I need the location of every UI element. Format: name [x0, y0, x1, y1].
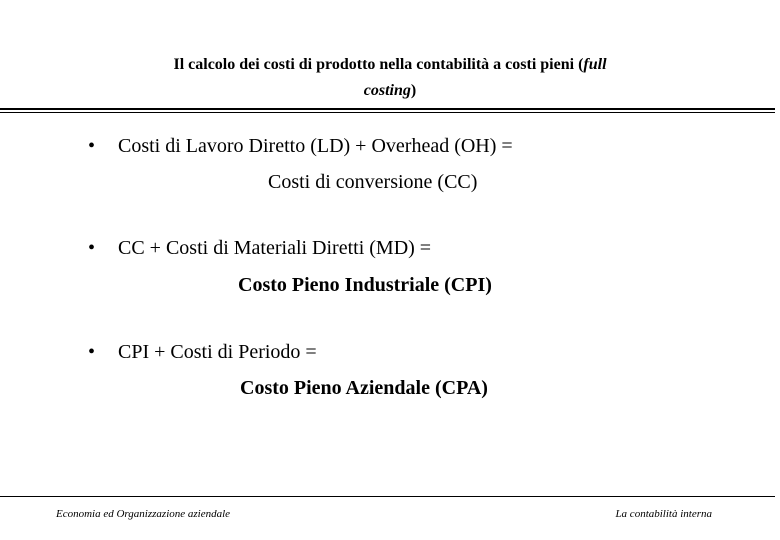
bullet-icon: • — [88, 135, 96, 157]
title-close-paren: ) — [410, 82, 417, 99]
bullet-icon: • — [88, 237, 96, 259]
title-text: Il calcolo dei costi di prodotto nella contabilità a costi pieni ( — [173, 56, 584, 73]
result-full-company-cost: Costo Pieno Aziendale (CPA) — [240, 377, 488, 399]
list-item-conversion-costs — [88, 136, 513, 156]
title-line-1 — [0, 52, 780, 78]
slide-title — [0, 52, 780, 104]
title-divider-top — [0, 108, 775, 110]
title-divider-bottom — [0, 112, 775, 113]
list-item-full-company-cost — [88, 342, 317, 362]
bullet-icon: • — [88, 341, 96, 363]
result-full-industrial-cost: Costo Pieno Industriale (CPI) — [238, 274, 492, 296]
formula-text: CPI + Costi di Periodo = — [118, 341, 317, 363]
footer-divider — [0, 496, 775, 497]
title-line-2 — [0, 78, 780, 104]
title-italic-full: full — [583, 56, 607, 73]
list-item-full-industrial-cost — [88, 238, 431, 258]
title-italic-costing: costing — [363, 82, 411, 99]
result-conversion-costs: Costi di conversione (CC) — [268, 171, 478, 193]
formula-text: Costi di Lavoro Diretto (LD) + Overhead (OH) = — [118, 135, 513, 157]
footer-section-name: La contabilità interna — [615, 508, 712, 520]
footer-course-name: Economia ed Organizzazione aziendale — [56, 508, 231, 520]
formula-text: CC + Costi di Materiali Diretti (MD) = — [118, 237, 432, 259]
